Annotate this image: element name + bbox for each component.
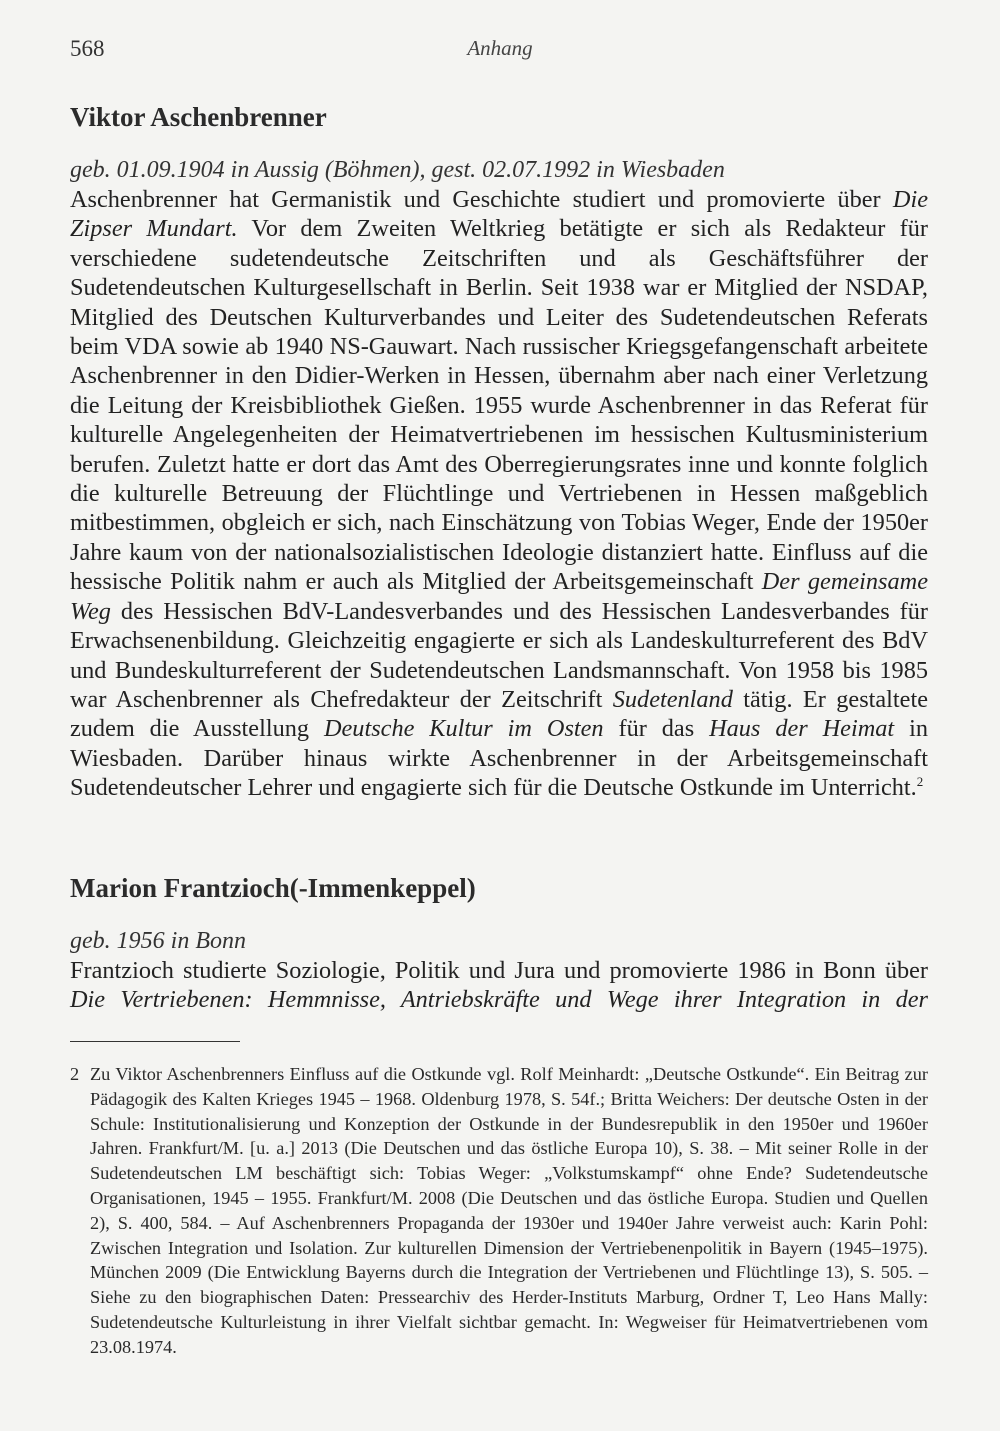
entry-name: Marion Frantzioch(-Immenkeppel) bbox=[70, 873, 476, 903]
running-head bbox=[70, 36, 930, 68]
work-title: Haus der Heimat bbox=[709, 715, 895, 743]
footnote-text: Zu Viktor Aschenbrenners Einfluss auf die Ostkunde vgl. Rolf Meinhardt: „Deutsche Ostkunde“. Ein Beitrag zur Pädagogik des Kalten Krieges 1945 – 1968. Oldenburg 1978, S. 54f.; Britta Weichers: Der deutsche Osten in der Schule: Institutionalisierung und Konzeption der Ostkunde in der Bundesrepublik in den 1950er und 1960er Jahren. Frankfurt/M. [u. a.] 2013 (Die Deutschen und das östliche Europa 10), S. 38. – Mit seiner Rolle in der Sudetendeutschen LM beschäftigt sich: Tobias Weger: „Volkstumskampf“ ohne Ende? Sudetendeutsche Organisationen, 1945 – 1955. Frankfurt/M. 2008 (Die Deutschen und das östliche Europa. Studien und Quellen 2), S. 400, 584. – Auf Aschenbrenners Propaganda der 1930er und 1940er Jahre verweist auch: Karin Pohl: Zwischen Integration und Isolation. Zur kulturellen Dimension der Vertriebenenpolitik in Bayern (1945–1975). München 2009 (Die Entwicklung Bayerns durch die Integration der Vertriebenen und Flüchtlinge 13), S. 505. – Siehe zu den biographischen Daten: Pressearchiv des Herder-Instituts Marburg, Ordner T, Leo Hans Mally: Sudetendeutsche Kulturleistung in ihrer Vielfalt sichtbar gemacht. In: Wegweiser für Heimatvertriebenen vom 23.08.1974. bbox=[89, 1064, 928, 1357]
work-title: Deutsche Kultur im Osten bbox=[323, 715, 604, 743]
footnote-divider bbox=[70, 1041, 240, 1042]
footnote-number: 2 bbox=[70, 1064, 80, 1084]
text-segment: für das bbox=[603, 715, 710, 743]
work-title: Sudetenland bbox=[612, 685, 733, 713]
text-segment: des Hessischen BdV-Landesverbandes und des Hessischen Landesverbandes für Erwachsenenbildung. Gleichzeitig engagierte er sich als Landeskulturreferent des BdV und Bundeskulturreferent der Sudetendeutschen Landsmannschaft. Von 1958 bis 1985 war Aschenbrenner als Chefredakteur der Zeitschrift bbox=[70, 597, 928, 713]
entry-text bbox=[70, 956, 928, 1015]
text-segment: Aschenbrenner hat Germanistik und Geschichte studiert und promovierte über bbox=[70, 186, 893, 213]
text-segment: Vor dem Zweiten Weltkrieg betätigte er sich als Redakteur für verschiedene sudetendeutsche Zeitschriften und als Geschäftsführer der Sudetendeutschen Kulturgesellschaft in Berlin. Seit 1938 war er Mitglied der NSDAP, Mitglied des Deutschen Kulturverbandes und Leiter des Sudetendeutschen Referats beim VDA sowie ab 1940 NS-Gauwart. Nach russischer Kriegsgefangenschaft arbeitete Aschenbrenner in den Didier-Werken in Hessen, übernahm aber nach einer Verletzung die Leitung der Kreisbibliothek Gießen. 1955 wurde Aschenbrenner in das Referat für kulturelle Angelegenheiten der Heimatvertriebenen im hessischen Kultusministerium berufen. Zuletzt hatte er dort das Amt des Oberregierungsrates inne und konnte folglich die kulturelle Betreuung der Flüchtlinge und Vertriebenen in Hessen maßgeblich mitbestimmen, obgleich er sich, nach Einschätzung von Tobias Weger, Ende der 1950er Jahre kaum von der nationalsozialistischen Ideologie distanziert hatte. Einfluss auf die hessische Politik nahm er auch als Mitglied der Arbeitsgemeinschaft bbox=[70, 215, 928, 596]
page-number: 568 bbox=[70, 36, 105, 61]
biography-entry-frantzioch bbox=[70, 871, 928, 1015]
entry-dates: geb. 01.09.1904 in Aussig (Böhmen), gest. 02.07.1992 in Wiesbaden bbox=[70, 157, 725, 183]
footnote-reference[interactable]: 2 bbox=[916, 774, 924, 790]
entry-text bbox=[70, 185, 928, 803]
work-title: Der gemeinsame Weg bbox=[70, 568, 928, 625]
biography-entry-aschenbrenner bbox=[70, 100, 928, 803]
footnote bbox=[70, 1062, 928, 1360]
section-title: Anhang bbox=[467, 36, 533, 60]
work-title: Die Vertriebenen: Hemmnisse, Antriebskräfte und Wege ihrer Integration in der bbox=[70, 986, 928, 1014]
work-title: Die Zipser Mundart. bbox=[70, 186, 928, 243]
text-segment: tätig. Er gestaltete zudem die Ausstellung bbox=[70, 685, 929, 743]
text-segment: Frantzioch studierte Soziologie, Politik und Jura und promovierte 1986 in Bonn über bbox=[70, 957, 928, 984]
entry-dates: geb. 1956 in Bonn bbox=[70, 928, 246, 954]
text-segment: in Wiesbaden. Darüber hinaus wirkte Aschenbrenner in der Arbeitsgemeinschaft Sudetendeutscher Lehrer und engagierte sich für die Deutsche Ostkunde im Unterricht. bbox=[70, 715, 928, 802]
entry-name: Viktor Aschenbrenner bbox=[70, 102, 327, 132]
